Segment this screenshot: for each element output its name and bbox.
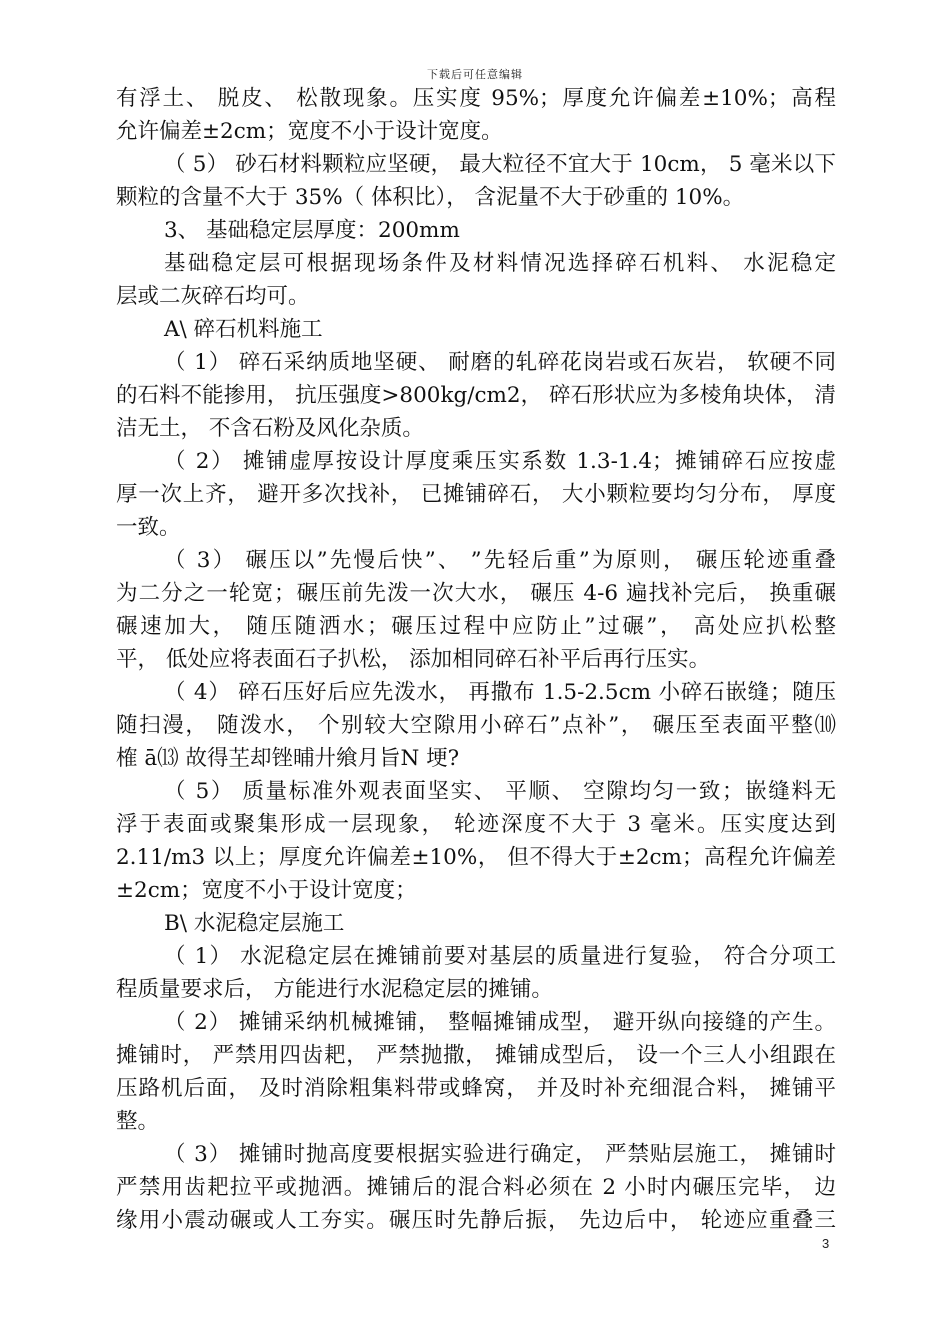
- text-line: 的石料不能掺用， 抗压强度>800kg/cm2， 碎石形状应为多棱角块体， 清: [116, 383, 836, 408]
- text-line: （ 5） 质量标准外观表面坚实、 平顺、 空隙均匀一致；嵌缝料无: [164, 779, 836, 804]
- text-line: 碾速加大， 随压随洒水；碾压过程中应防止”过碾”， 高处应扒松整: [116, 614, 836, 639]
- text-line: 一致。: [116, 515, 181, 540]
- text-line: 洁无土， 不含石粉及风化杂质。: [116, 416, 424, 441]
- text-line: （ 2） 摊铺采纳机械摊铺， 整幅摊铺成型， 避开纵向接缝的产生。: [164, 1010, 836, 1035]
- text-line: （ 5） 砂石材料颗粒应坚硬， 最大粒径不宜大于 10cm， 5 毫米以下: [164, 152, 836, 177]
- text-line: 基础稳定层可根据现场条件及材料情况选择碎石机料、 水泥稳定: [164, 251, 836, 276]
- text-line: 摊铺时， 严禁用四齿耙， 严禁抛撒， 摊铺成型后， 设一个三人小组跟在: [116, 1043, 836, 1068]
- text-line: 严禁用齿耙拉平或抛洒。摊铺后的混合料必须在 2 小时内碾压完毕， 边: [116, 1175, 836, 1200]
- text-line: 缘用小震动碾或人工夯实。碾压时先静后振， 先边后中， 轮迹应重叠三: [116, 1208, 836, 1233]
- text-line: 程质量要求后， 方能进行水泥稳定层的摊铺。: [116, 977, 553, 1002]
- text-line: ±2cm；宽度不小于设计宽度；: [116, 878, 417, 903]
- text-line: 厚一次上齐， 避开多次找补， 已摊铺碎石， 大小颗粒要均匀分布， 厚度: [116, 482, 836, 507]
- document-body: [116, 82, 836, 1237]
- text-line: 层或二灰碎石均可。: [116, 284, 310, 309]
- page-number: 3: [822, 1236, 830, 1251]
- text-line: （ 1） 碎石采纳质地坚硬、 耐磨的轧碎花岗岩或石灰岩， 软硬不同: [164, 350, 836, 375]
- text-line: 允许偏差±2cm；宽度不小于设计宽度。: [116, 119, 503, 144]
- subsection-heading: B\ 水泥稳定层施工: [164, 911, 345, 936]
- text-line: 浮于表面或聚集形成一层现象， 轮迹深度不大于 3 毫米。压实度达到: [116, 812, 836, 837]
- text-line: 2.11/m3 以上；厚度允许偏差±10%， 但不得大于±2cm；高程允许偏差: [116, 845, 836, 870]
- text-line: （ 2） 摊铺虚厚按设计厚度乘压实系数 1.3-1.4；摊铺碎石应按虚: [164, 449, 836, 474]
- text-line: 整。: [116, 1109, 160, 1134]
- section-heading: 3、 基础稳定层厚度：200mm: [164, 218, 460, 243]
- text-line: 压路机后面， 及时消除粗集料带或蜂窝， 并及时补充细混合料， 摊铺平: [116, 1076, 836, 1101]
- header-note: 下载后可任意编辑: [427, 68, 523, 81]
- text-line: 为二分之一轮宽；碾压前先泼一次大水， 碾压 4-6 遍找补完后， 换重碾: [116, 581, 836, 606]
- text-line: 有浮土、 脱皮、 松散现象。压实度 95%；厚度允许偏差±10%；高程: [116, 86, 836, 111]
- text-line: （ 1） 水泥稳定层在摊铺前要对基层的质量进行复验， 符合分项工: [164, 944, 836, 969]
- text-line: （ 3） 碾压以”先慢后快”、 ”先轻后重”为原则， 碾压轮迹重叠: [164, 548, 836, 573]
- text-line: 榷 ā⒀ 故得芏却锉晡廾飨月旨N 埂?: [116, 746, 460, 771]
- text-line: 平， 低处应将表面石子扒松， 添加相同碎石补平后再行压实。: [116, 647, 711, 672]
- text-line: （ 4） 碎石压好后应先泼水， 再撒布 1.5-2.5cm 小碎石嵌缝；随压: [164, 680, 836, 705]
- text-line: 随扫漫， 随泼水， 个别较大空隙用小碎石”点补”， 碾压至表面平整⑽: [116, 713, 836, 738]
- subsection-heading: A\ 碎石机料施工: [164, 317, 323, 342]
- text-line: （ 3） 摊铺时抛高度要根据实验进行确定， 严禁贴层施工， 摊铺时: [164, 1142, 836, 1167]
- text-line: 颗粒的含量不大于 35%（ 体积比）， 含泥量不大于砂重的 10%。: [116, 185, 745, 210]
